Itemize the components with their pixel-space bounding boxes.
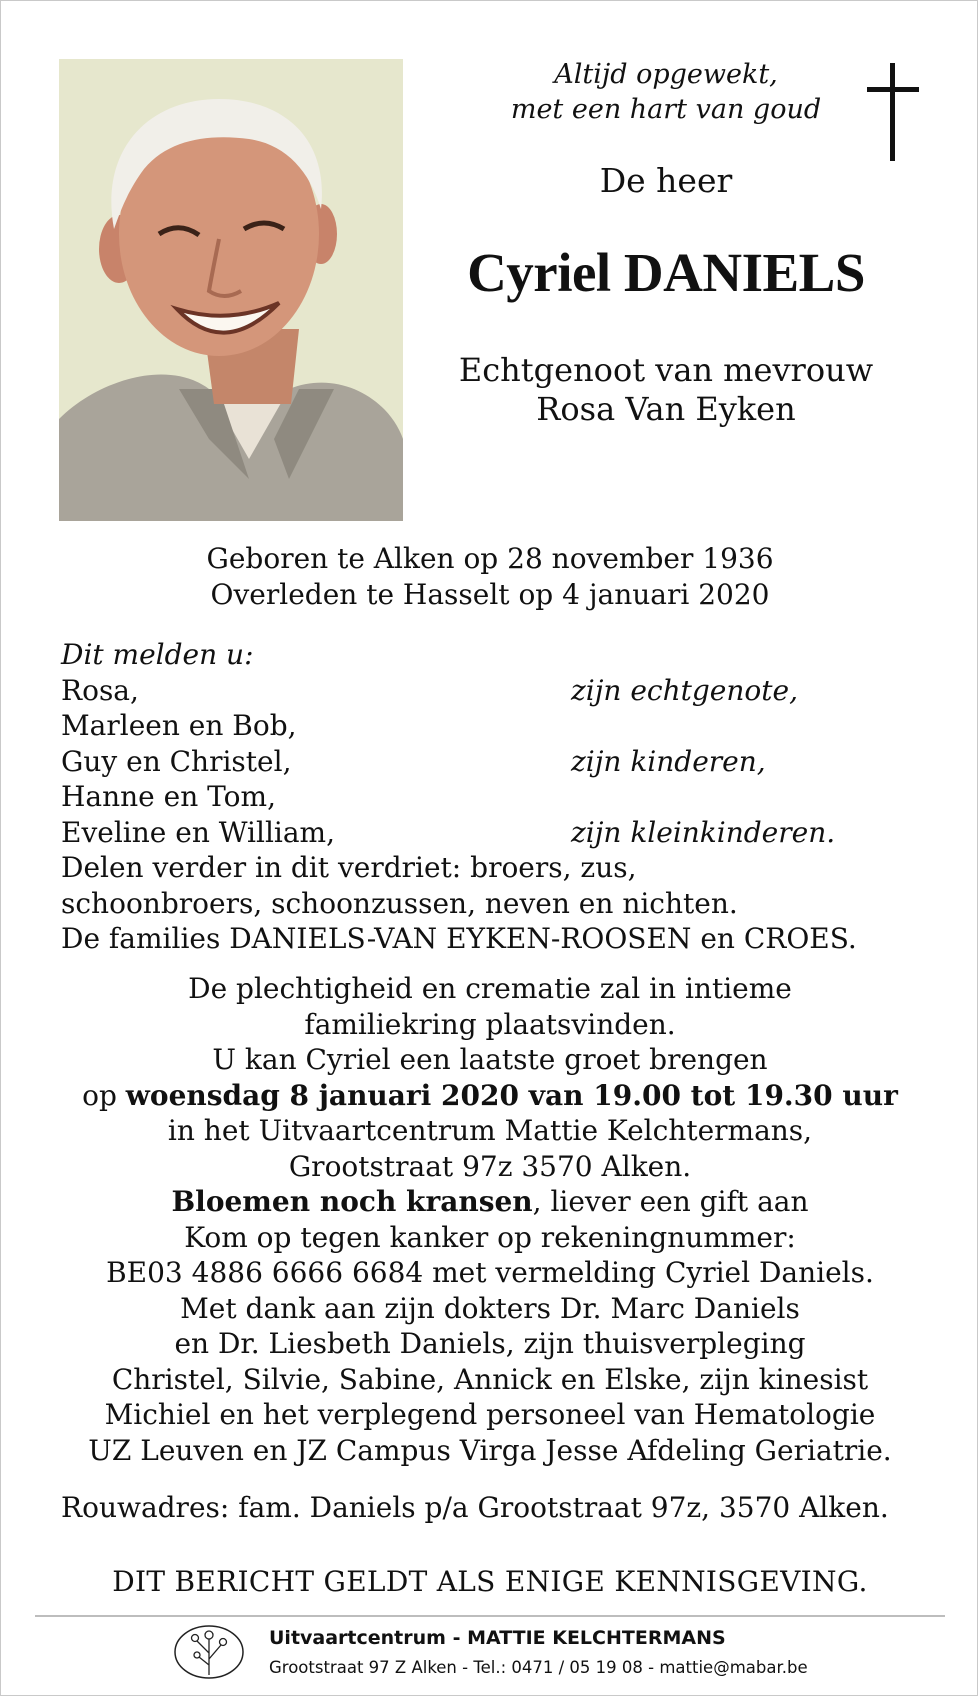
funeral-home-name: Uitvaartcentrum - MATTIE KELCHTERMANS xyxy=(269,1627,726,1649)
family-row xyxy=(61,744,921,780)
ceremony-line: Kom op tegen kanker op rekeningnummer: xyxy=(184,1220,796,1254)
visitation-time: woensdag 8 januari 2020 van 19.00 tot 19.30 uur xyxy=(125,1078,898,1112)
family-row xyxy=(61,815,921,851)
death-line: Overleden te Hasselt op 4 januari 2020 xyxy=(210,578,770,611)
spouse-line-1: Echtgenoot van mevrouw xyxy=(458,351,874,389)
spouse-line-2: Rosa Van Eyken xyxy=(536,390,796,428)
visitation-prefix: op xyxy=(82,1078,126,1112)
family-extra-line: De families DANIELS-VAN EYKEN-ROOSEN en CROES. xyxy=(61,922,857,955)
portrait-photo xyxy=(59,59,403,521)
family-member: Rosa, xyxy=(61,673,139,707)
flower-logo-icon xyxy=(169,1619,249,1683)
notice: DIT BERICHT GELDT ALS ENIGE KENNISGEVING. xyxy=(112,1565,868,1598)
family-row xyxy=(61,708,921,744)
motto-line-2: met een hart van goud xyxy=(510,94,822,125)
cross-icon xyxy=(863,63,923,161)
ceremony-line: familiekring plaatsvinden. xyxy=(304,1007,676,1041)
birth-line: Geboren te Alken op 28 november 1936 xyxy=(206,542,774,575)
ceremony-line: UZ Leuven en JZ Campus Virga Jesse Afdeling Geriatrie. xyxy=(88,1433,892,1467)
family-row xyxy=(61,779,921,815)
ceremony-line: Met dank aan zijn dokters Dr. Marc Daniels xyxy=(180,1291,800,1325)
family-intro: Dit melden u: xyxy=(61,638,254,671)
ceremony-line: Christel, Silvie, Sabine, Annick en Elske, zijn kinesist xyxy=(111,1362,869,1396)
funeral-home-contact: Grootstraat 97 Z Alken - Tel.: 0471 / 05 19 08 - mattie@mabar.be xyxy=(269,1658,808,1677)
family-announcement xyxy=(61,637,921,957)
motto-line-1: Altijd opgewekt, xyxy=(554,59,778,90)
ceremony-line: BE03 4886 6666 6684 met vermelding Cyriel Daniels. xyxy=(106,1256,874,1289)
flowers-bold: Bloemen noch kransen xyxy=(171,1185,533,1218)
ceremony-line: U kan Cyriel een laatste groet brengen xyxy=(212,1043,768,1076)
deceased-name: Cyriel DANIELS xyxy=(467,242,865,303)
family-relation: zijn kleinkinderen. xyxy=(571,815,836,849)
ceremony-info xyxy=(1,971,978,1468)
motto xyxy=(431,57,901,127)
family-member: Hanne en Tom, xyxy=(61,780,276,813)
ceremony-line: Grootstraat 97z 3570 Alken. xyxy=(288,1149,692,1183)
ceremony-line: Michiel en het verplegend personeel van Hematologie xyxy=(104,1398,876,1431)
spouse-info xyxy=(431,351,901,429)
ceremony-line: in het Uitvaartcentrum Mattie Kelchtermans, xyxy=(167,1114,813,1147)
family-member: Guy en Christel, xyxy=(61,744,292,778)
family-extra-line: Delen verder in dit verdriet: broers, zus, xyxy=(61,851,637,884)
ceremony-line: De plechtigheid en crematie zal in intieme xyxy=(188,972,792,1005)
visitation-line xyxy=(1,1078,978,1114)
family-member: Eveline en William, xyxy=(61,815,335,849)
family-relation: zijn echtgenote, xyxy=(571,673,798,707)
family-extra-line: schoonbroers, schoonzussen, neven en nichten. xyxy=(61,886,738,920)
flowers-line xyxy=(1,1184,978,1220)
mourning-address: Rouwadres: fam. Daniels p/a Grootstraat 97z, 3570 Alken. xyxy=(61,1491,889,1524)
footer-divider xyxy=(35,1615,945,1617)
flowers-rest: , liever een gift aan xyxy=(532,1185,809,1218)
life-dates xyxy=(1,541,978,613)
salutation: De heer xyxy=(599,161,733,200)
family-relation: zijn kinderen, xyxy=(571,744,766,778)
ceremony-line: en Dr. Liesbeth Daniels, zijn thuisverpleging xyxy=(174,1327,806,1360)
family-member: Marleen en Bob, xyxy=(61,709,297,742)
family-row xyxy=(61,673,921,709)
